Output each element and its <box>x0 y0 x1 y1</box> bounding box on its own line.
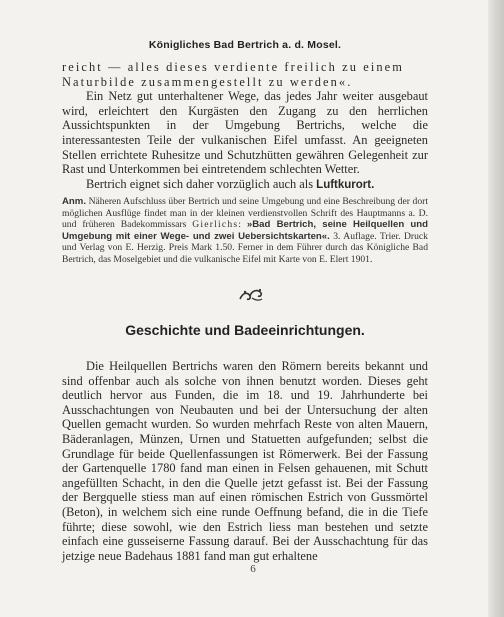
page-gutter-shadow <box>488 0 504 617</box>
spaced-quote-line: reicht — alles dieses verdiente freilich zu einem <box>62 60 405 74</box>
footnote <box>62 196 428 266</box>
intro-text <box>62 60 428 192</box>
section-heading: Geschichte und Badeeinrichtungen. <box>125 322 365 338</box>
note-text: 3. Auflage. Trier. Druck und Verlag von E. Herzig. Preis Mark 1.50. Ferner in dem Führer durch das Königliche Bad Bertrich, das Moselgebiet und die vulkanische Eifel mit Karte von E. Elert 1901. <box>62 230 428 265</box>
paragraph: Ein Netz gut unterhaltener Wege, das jedes Jahr weiter ausgebaut wird, erleichtert den Kurgästen den Zugang zu den herrlichen Aussichtspunkten in der Umgebung Bertrichs, welche die interessantesten Teile der vulkanischen Eifel umfasst. An geeigneten Stellen errichtete Ruhesitze und Schutzhütten gewähren Gelegenheit zur Rast und Unterkommen bei eintretendem schlechten Wetter. <box>62 89 428 177</box>
running-header: Königliches Bad Bertrich a. d. Mosel. <box>148 39 342 51</box>
spaced-quote-line: Naturbilde zusammengestellt zu werden«. <box>62 74 353 89</box>
paragraph: Die Heilquellen Bertrichs waren den Römern bereits bekannt und sind offenbar auch als solche von ihnen benutzt worden. Dieses geht deutlich hervor aus Funden, die im 18. und 19. Jahrhunderte bei Ausschachtungen von Neubauten und bei der Untersuchung der alten Quellen gemacht wurden. So wurden mehrfach Reste von alten Mauern, Bäderanlagen, Münzen, Urnen und Statuetten aufgefunden; selbst die Grundlage für beide Quellenfassungen ist Römerwerk. Bei der Fassung der Gartenquelle 1780 fand man einen in Felsen gehauenen, mit Schutt angefüllten Schacht, in den die Quelle jetzt gefasst ist. Bei der Fassung der Bergquelle stiess man auf einen römischen Estrich von Gussmörtel (Beton), in welchem sich eine runde Oeffnung befand, die in die Tiefe führte; diese sowohl, wie den Estrich liess man bestehen und setzte einfach eine gusseiserne Fassung darauf. Bei der Ausschachtung für das jetzige neue Badehaus 1881 fand man gut erhaltene <box>62 359 428 563</box>
note-text: : <box>238 219 247 231</box>
page-number: 6 <box>250 563 256 575</box>
paragraph-text: Bertrich eignet sich daher vorzüglich auch als <box>86 176 317 191</box>
note-text: Näheren Aufschluss über Bertrich und seine Umgebung und eine Beschreibung der dort möglichen Ausflüge findet man in der kleinen verdienstvollen Schrift des Hauptmanns a. D. und früheren Badekommissars <box>62 196 428 231</box>
paragraph <box>62 177 428 193</box>
emphasis-luftkurort: Luftkurort. <box>316 178 375 191</box>
printers-fleuron-ornament-icon <box>236 286 266 304</box>
history-text <box>62 359 428 563</box>
note-book-title: »Bad Bertrich, seine Heilquellen und Umgebung mit einer Wege- und zwei Uebersichtskarten«. <box>62 219 428 242</box>
note-label: Anm. <box>62 196 86 207</box>
note-author: Gierlichs <box>192 219 239 231</box>
